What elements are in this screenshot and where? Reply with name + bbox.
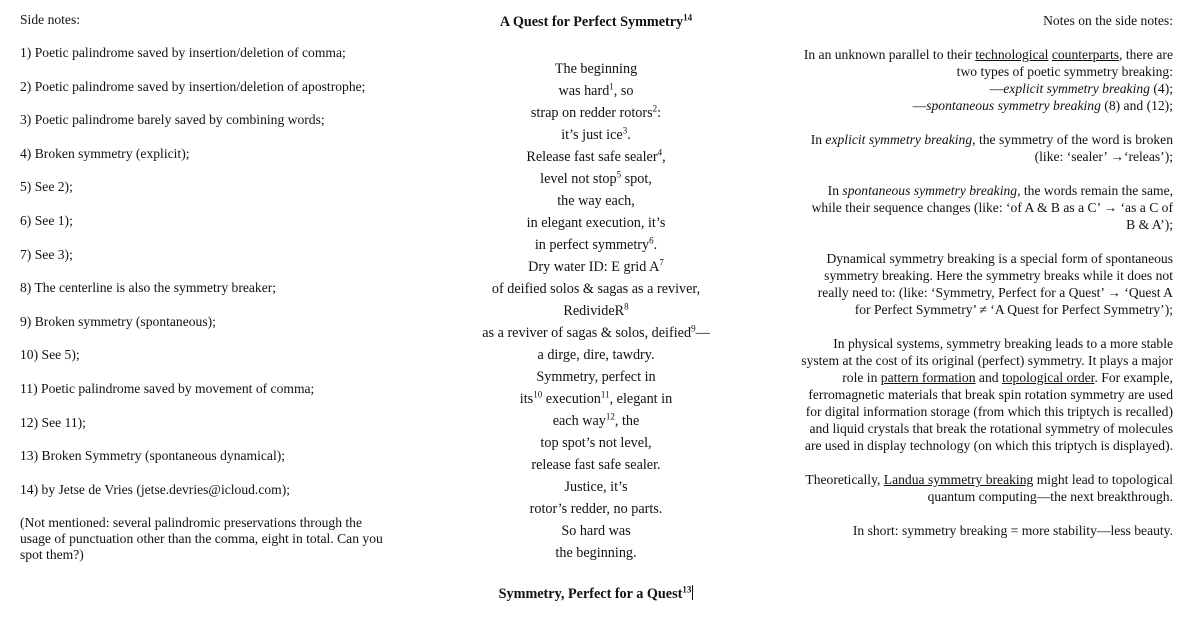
notes-paragraph: In short: symmetry breaking = more stability—less beauty. [852, 523, 1173, 538]
footnote-ref: 12 [605, 411, 615, 422]
link-counterparts[interactable]: counterparts [1051, 47, 1120, 62]
poem-column [430, 12, 762, 602]
poem-line-text: , so [613, 83, 634, 99]
poem-line-text: it’s just ice [561, 127, 623, 143]
poem-line [430, 80, 762, 102]
poem-verse [430, 58, 762, 564]
side-note: 13) Broken Symmetry (spontaneous dynamical); [20, 448, 286, 464]
poem-line [430, 454, 762, 476]
poem-line-text: , [662, 149, 666, 165]
poem-line-text: Symmetry, perfect in [536, 369, 656, 385]
poem-line [430, 388, 762, 410]
side-notes-list [20, 45, 390, 498]
side-note: 5) See 2); [20, 179, 73, 195]
poem-title-text: A Quest for Perfect Symmetry [499, 14, 684, 30]
side-note: 1) Poetic palindrome saved by insertion/deletion of comma; [20, 45, 346, 60]
poem-line-text: Release fast safe sealer [526, 149, 658, 165]
side-note: 8) The centerline is also the symmetry breaker; [20, 280, 277, 296]
poem-line [430, 542, 762, 564]
footnote-ref: 6 [649, 235, 654, 246]
link-topological-order[interactable]: topological order [1001, 370, 1095, 385]
poem-line [430, 212, 762, 234]
poem-line-text: top spot’s not level, [540, 435, 652, 451]
poem-line [430, 124, 762, 146]
footnote-ref: 2 [652, 103, 658, 114]
notes-paragraph: In explicit symmetry breaking, the symmetry of the word is broken (like: ‘sealer’ →‘releas’); [810, 132, 1173, 164]
link-pattern-formation[interactable]: pattern formation [880, 370, 976, 385]
side-note: 3) Poetic palindrome barely saved by combining words; [20, 112, 325, 128]
poem-line-text: The beginning [554, 61, 638, 77]
notes-paragraph: In an unknown parallel to their technological counterparts, there are two types of poetic symmetry breaking: —explicit symmetry breaking (4); —spontaneous symmetry breaking (8) and (12); [803, 47, 1173, 113]
poem-line-text: rotor’s redder, no parts. [529, 501, 663, 517]
footnote-ref: 13 [682, 584, 692, 595]
poem-title [430, 12, 762, 32]
poem-line-text: execution [542, 391, 601, 407]
poem-line [430, 432, 762, 454]
link-technological[interactable]: technological [975, 47, 1049, 62]
side-note: 12) See 11); [20, 414, 86, 430]
poem-reverse-title [430, 584, 762, 604]
poem-line-text: strap on redder rotors [530, 105, 653, 121]
footnote-ref: 5 [616, 169, 622, 180]
side-notes-column [20, 12, 390, 563]
poem-line [430, 498, 762, 520]
poem-line-text: the beginning. [555, 545, 637, 561]
poem-line-text: Justice, it’s [564, 479, 628, 495]
poem-line [430, 146, 762, 168]
footnote-ref: 9 [691, 323, 696, 334]
side-notes-heading: Side notes: [20, 12, 81, 27]
footnote-ref: 3 [622, 125, 628, 136]
footnote-ref: 4 [657, 147, 663, 158]
poem-line [430, 102, 762, 124]
poem-line-text: : [657, 105, 662, 121]
poem-line-text: release fast safe sealer. [531, 457, 661, 473]
poem-line [430, 58, 762, 80]
poem-reverse-title-text: Symmetry, Perfect for a Quest [498, 586, 683, 602]
poem-line [430, 190, 762, 212]
notes-paragraph: In physical systems, symmetry breaking leads to a more stable system at the cost of its original (perfect) symmetry. It plays a major role in pattern formation and topological order. For example, ferromagnetic materials that break spin rotation symmetry are used for digital information storage (from which this triptych is recalled) and liquid crystals that break the rotational symmetry of molecules are used in display technology (on which this triptych is displayed). [801, 336, 1173, 453]
link-landua-symmetry-breaking[interactable]: Landua symmetry breaking [883, 472, 1034, 487]
poem-line-text: level not stop [540, 171, 617, 187]
poem-line-text: . [627, 127, 631, 143]
poem-line [430, 344, 762, 366]
poem-line-text: — [695, 325, 710, 341]
poem-line-text: So hard was [561, 523, 631, 539]
poem-line [430, 234, 762, 256]
side-note: 6) See 1); [20, 212, 73, 228]
footnote-ref: 1 [609, 81, 614, 92]
poem-line [430, 520, 762, 542]
poem-line [430, 168, 762, 190]
poem-line [430, 256, 762, 278]
notes-heading: Notes on the side notes: [1043, 13, 1173, 28]
side-note: 10) See 5); [20, 347, 80, 363]
poem-line-text: as a reviver of sagas & solos, deified [482, 325, 692, 341]
poem-line [430, 410, 762, 432]
side-note: 14) by Jetse de Vries (jetse.devries@icloud.com); [20, 481, 291, 497]
poem-line-text: Dry water ID: E grid A [528, 259, 660, 275]
poem-line-text: , elegant in [609, 391, 673, 407]
poem-line [430, 278, 762, 300]
poem-line-text: each way [552, 413, 606, 429]
side-note: 7) See 3); [20, 246, 73, 262]
poem-line-text: RedivideR [563, 303, 625, 319]
side-note: 9) Broken symmetry (spontaneous); [20, 313, 216, 329]
notes-on-side-notes-column [800, 12, 1173, 556]
notes-paragraph: Theoretically, Landua symmetry breaking might lead to topological quantum computing—the next breakthrough. [805, 472, 1173, 504]
side-note: 2) Poetic palindrome saved by insertion/deletion of apostrophe; [20, 78, 366, 94]
poem-line-text: spot, [621, 171, 652, 187]
footnote-ref: 10 [533, 389, 543, 400]
poem-line [430, 300, 762, 322]
notes-paragraph: In spontaneous symmetry breaking, the words remain the same, while their sequence changes (like: ‘of A & B as a C’ → ‘as a C of B & A’); [811, 183, 1173, 232]
poem-line [430, 476, 762, 498]
poem-line-text: , the [614, 413, 640, 429]
side-notes-closing: (Not mentioned: several palindromic preservations through the usage of punctuation other than the comma, eight in total. Can you spot them?) [20, 515, 383, 563]
side-note: 11) Poetic palindrome saved by movement of comma; [20, 380, 315, 396]
poem-line-text: of deified solos & sagas as a reviver, [491, 281, 701, 297]
poem-line-text: its [519, 391, 534, 407]
footnote-ref: 7 [659, 257, 664, 268]
poem-line-text: was hard [558, 83, 610, 99]
poem-line-text: the way each, [557, 193, 635, 209]
poem-line-text: . [653, 237, 658, 253]
text-cursor [692, 585, 693, 600]
footnote-ref: 14 [683, 12, 693, 23]
poem-line-text: in elegant execution, it’s [526, 215, 666, 231]
poem-line [430, 322, 762, 344]
footnote-ref: 8 [624, 301, 629, 312]
notes-paragraph: Dynamical symmetry breaking is a special form of spontaneous symmetry breaking. Here the symmetry breaks while it does not really need to: (like: ‘Symmetry, Perfect for a Quest’ → ‘Quest A for Perfect Symmetry’ ≠ ‘A Quest for Perfect Symmetry’); [817, 251, 1173, 317]
poem-line-text: a dirge, dire, tawdry. [537, 347, 655, 363]
poem-line-text: in perfect symmetry [534, 237, 650, 253]
side-note: 4) Broken symmetry (explicit); [20, 145, 190, 161]
footnote-ref: 11 [600, 389, 610, 400]
poem-line [430, 366, 762, 388]
